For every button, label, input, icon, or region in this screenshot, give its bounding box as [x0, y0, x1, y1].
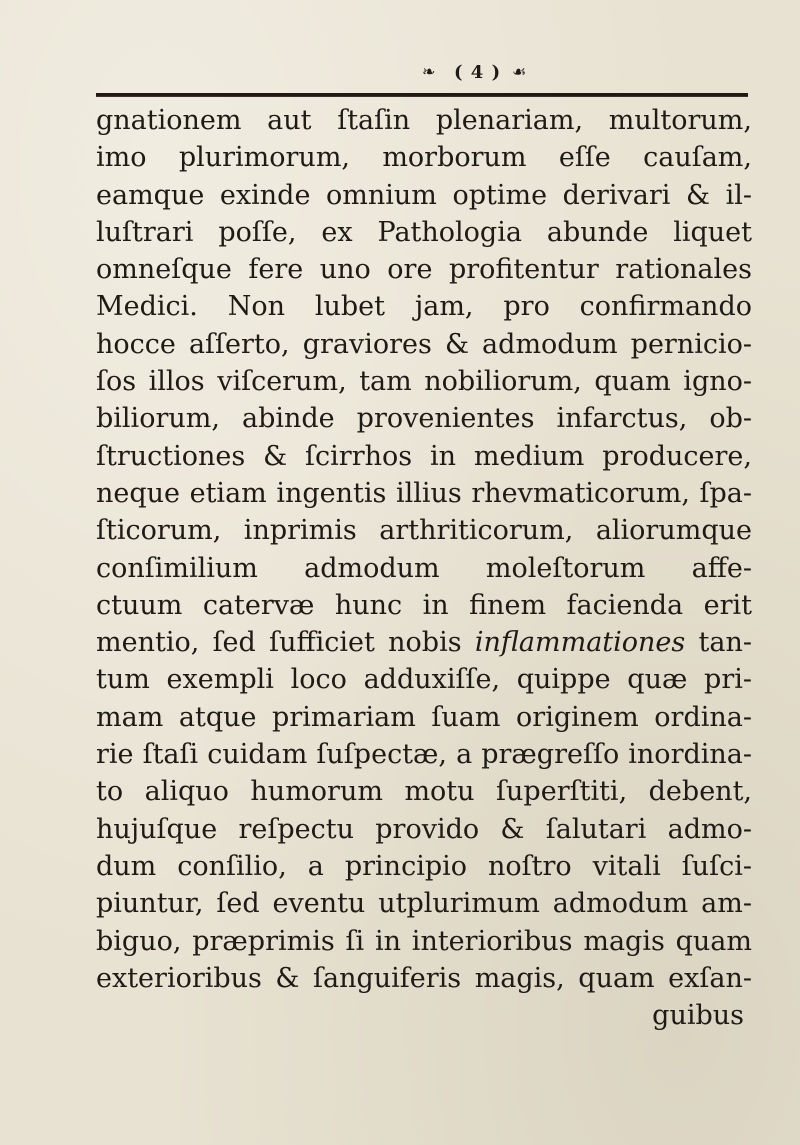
catchword: guibus — [652, 1000, 744, 1032]
text-line: luſtrari poſſe, ex Pathologia abunde liquet — [96, 216, 752, 248]
text-line: neque etiam ingentis illius rhevmaticorum, ſpa- — [96, 477, 752, 509]
text-line: hujuſque reſpectu provido & ſalutari admo- — [96, 813, 752, 845]
text-line-with-italic — [96, 624, 752, 661]
text-line: omneſque fere uno ore profitentur rationales — [96, 254, 752, 286]
page-header — [0, 56, 800, 86]
text-segment: tan- — [685, 627, 752, 659]
text-line: ſticorum, inprimis arthriticorum, aliorumque — [96, 515, 752, 547]
text-line: gnationem aut ſtaſin plenariam, multorum, — [96, 105, 752, 136]
header-rule — [96, 93, 748, 97]
fleuron-right-icon: ☙ — [512, 62, 527, 81]
text-line: ſos illos viſcerum, tam nobiliorum, quam igno- — [96, 366, 752, 398]
text-line: eamque exinde omnium optime derivari & il- — [96, 179, 752, 211]
text-line: ctuum catervæ hunc in finem facienda erit — [96, 589, 752, 621]
page-number: ( 4 ) — [454, 62, 502, 83]
text-line: tum exempli loco adduxiſſe, quippe quæ pri- — [96, 664, 752, 696]
text-segment: mentio, ſed ſufficiet nobis — [96, 627, 475, 659]
text-line: exterioribus & ſanguiferis magis, quam exſan- — [96, 962, 752, 994]
fleuron-left-icon: ❧ — [422, 62, 436, 81]
body-text — [96, 102, 752, 1034]
text-line: mam atque primariam ſuam originem ordina- — [96, 701, 752, 733]
text-line: imo plurimorum, morborum eſſe cauſam, — [96, 142, 752, 174]
text-line: rie ſtaſi cuidam ſuſpectæ, a prægreſſo inordina- — [96, 739, 752, 771]
text-line: biliorum, abinde provenientes infarctus, ob- — [96, 403, 752, 435]
text-line: Medici. Non lubet jam, pro confirmando — [96, 291, 752, 323]
text-line: to aliquo humorum motu ſuperſtiti, debent, — [96, 776, 752, 808]
text-line: biguo, præprimis ſi in interioribus magis quam — [96, 925, 752, 957]
italic-term: inflammationes — [474, 627, 686, 659]
text-line: hocce aſſerto, graviores & admodum pernicio- — [96, 328, 752, 360]
text-line: ſtructiones & ſcirrhos in medium producere, — [96, 440, 752, 472]
text-line: conſimilium admodum moleſtorum affe- — [96, 552, 752, 584]
text-line: dum conſilio, a principio noſtro vitali ſuſci- — [96, 850, 752, 882]
text-line: piuntur, ſed eventu utplurimum admodum am- — [96, 888, 752, 920]
